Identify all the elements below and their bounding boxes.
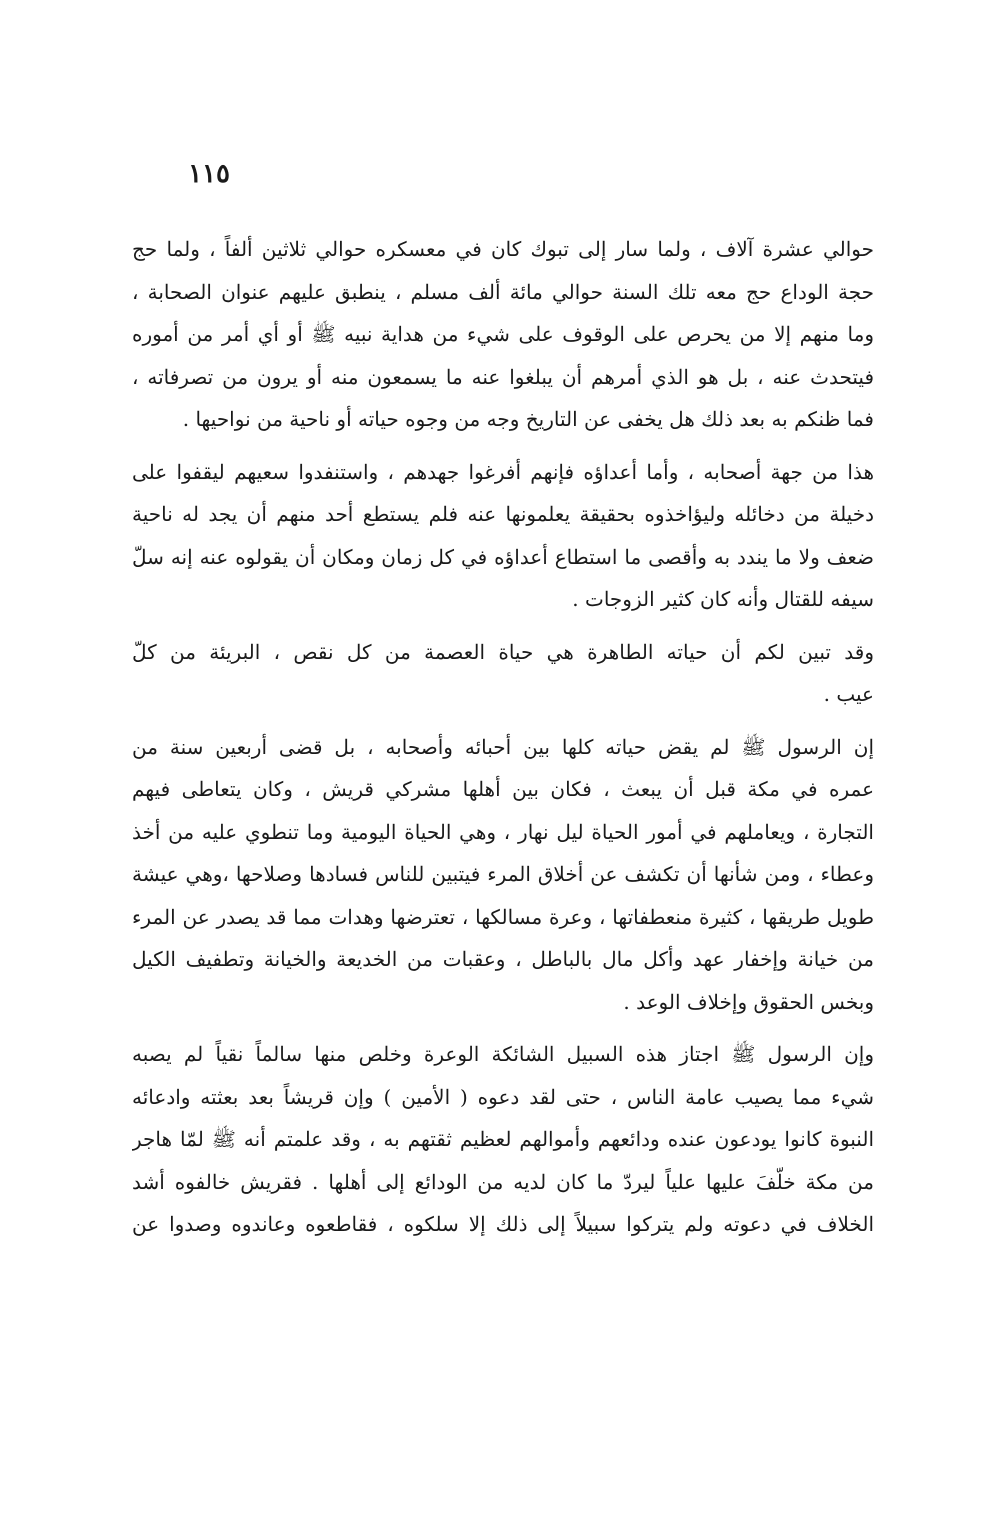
text-line: عيب . — [823, 682, 874, 706]
text-line: وقد تبين لكم أن حياته الطاهرة هي حياة العصمة من كل نقص ، البريئة من كلّ — [132, 639, 874, 664]
text-line: طويل طريقها ، كثيرة منعطفاتها ، وعرة مسالكها ، تعترضها وهدات مما قد يصدر عن المرء — [132, 904, 874, 929]
text-line: سيفه للقتال وأنه كان كثير الزوجات . — [572, 587, 874, 611]
text-line: الخلاف في دعوته ولم يتركوا سبيلاً إلى ذلك إلا سلكوه ، فقاطعوه وعاندوه وصدوا عن — [132, 1212, 874, 1236]
paragraph — [132, 631, 874, 716]
text-line: شيء مما يصيب عامة الناس ، حتى لقد دعوه ( الأمين ) وإن قريشاً بعد بعثته وادعائه — [132, 1084, 874, 1109]
text-line: فما ظنكم به بعد ذلك هل يخفى عن التاريخ وجه من وجوه حياته أو ناحية من نواحيها . — [182, 407, 874, 431]
text-line: حجة الوداع حج معه تلك السنة حوالي مائة ألف مسلم ، ينطبق عليهم عنوان الصحابة ، — [132, 279, 874, 304]
paragraph — [132, 228, 874, 441]
paragraph — [132, 726, 874, 1024]
page-number: ١١٥ — [188, 159, 230, 189]
text-line: من خيانة وإخفار عهد وأكل مال بالباطل ، وعقبات من الخديعة والخيانة وتطفيف الكيل — [132, 947, 874, 971]
paragraph — [132, 1033, 874, 1246]
text-line: فيتحدث عنه ، بل هو الذي أمرهم أن يبلغوا عنه ما يسمعون منه أو يرون من تصرفاته ، — [132, 364, 874, 389]
text-line: هذا من جهة أصحابه ، وأما أعداؤه فإنهم أفرغوا جهدهم ، واستنفدوا سعيهم ليقفوا على — [132, 459, 874, 484]
paragraph — [132, 451, 874, 621]
text-line: دخيلة من دخائله وليؤاخذوه بحقيقة يعلمونها عنه فلم يستطع أحد منهم أن يجد له ناحية — [132, 502, 874, 526]
text-line: النبوة كانوا يودعون عنده ودائعهم وأموالهم لعظيم ثقتهم به ، وقد علمتم أنه ﷺ لمّا هاجر — [132, 1127, 874, 1151]
text-line: ضعف ولا ما يندد به وأقصى ما استطاع أعداؤه في كل زمان ومكان أن يقولوه عنه إنه سلّ — [132, 544, 874, 569]
text-line: عمره في مكة قبل أن يبعث ، فكان بين أهلها مشركي قريش ، وكان يتعاطى فيهم — [132, 777, 874, 801]
text-line: التجارة ، ويعاملهم في أمور الحياة ليل نهار ، وهي الحياة اليومية وما تنطوي عليه من أخذ — [132, 819, 874, 844]
text-line: وبخس الحقوق وإخلاف الوعد . — [623, 989, 874, 1014]
text-line: إن الرسول ﷺ لم يقض حياته كلها بين أحبائه وأصحابه ، بل قضى أربعين سنة من — [132, 734, 874, 759]
text-line: وما منهم إلا من يحرص على الوقوف على شيء من هداية نبيه ﷺ أو أي أمر من أموره — [132, 322, 874, 346]
text-line: حوالي عشرة آلاف ، ولما سار إلى تبوك كان في معسكره حوالي ثلاثين ألفاً ، ولما حج — [132, 237, 874, 261]
text-line: وإن الرسول ﷺ اجتاز هذه السبيل الشائكة الوعرة وخلص منها سالماً نقياً لم يصبه — [132, 1042, 874, 1066]
text-line: وعطاء ، ومن شأنها أن تكشف عن أخلاق المرء فيتبين للناس فسادها وصلاحها ،وهي عيشة — [132, 862, 874, 886]
text-line: من مكة خلّفَ عليها علياً ليردّ ما كان لديه من الودائع إلى أهلها . فقريش خالفوه أشد — [132, 1169, 874, 1194]
body-text — [132, 228, 874, 1256]
